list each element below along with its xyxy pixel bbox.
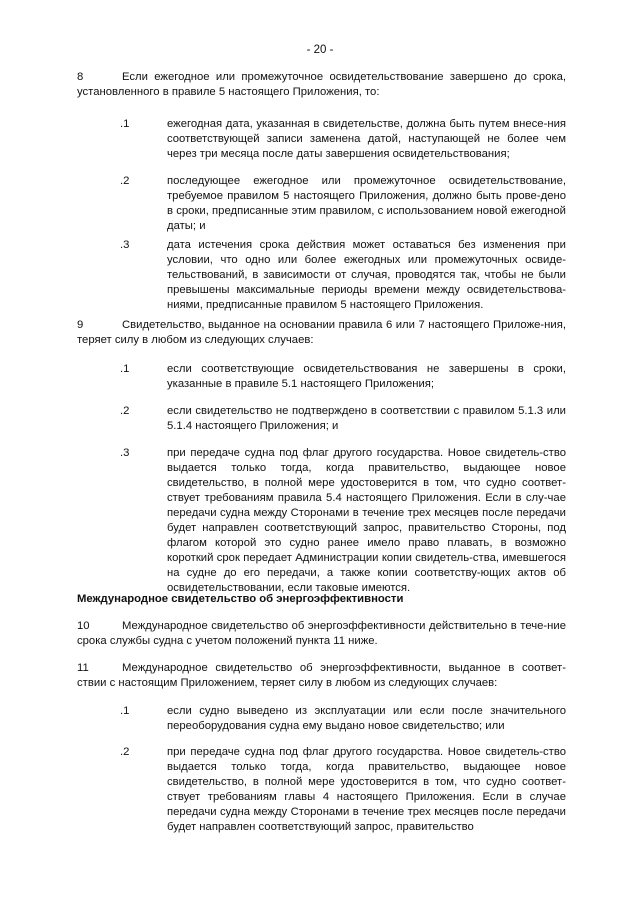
paragraph-number: 8 [77, 71, 84, 83]
paragraph-number: 9 [77, 319, 84, 331]
sub-item-number: .2 [120, 405, 130, 417]
sub-item-text: дата истечения срока действия может оставаться без изменения при условии, что одно или более ежегодных или промежуточных освиде-тельствований, в зависимости от случая, проводятся так, чтобы не были превышены максимальные периоды времени между освидетельствова-ниями, предписанные правилом 5 настоящего Приложения. [167, 239, 566, 311]
paragraph-number: 11 [77, 662, 89, 674]
paragraph-text: Свидетельство, выданное на основании правила 6 или 7 настоящего Приложе-ния, теряет силу в любом из следующих случаев: [77, 319, 566, 346]
paragraph-8 [77, 70, 566, 100]
sub-item-number: .1 [120, 363, 130, 375]
paragraph-text: Международное свидетельство об энергоэффективности действительно в тече-ние срока службы судна с учетом положений пункта 11 ниже. [77, 620, 566, 647]
paragraph-11 [77, 661, 566, 691]
sub-item-number: .2 [120, 746, 130, 758]
sub-item-text: последующее ежегодное или промежуточное освидетельствование, требуемое правилом 5 настоящего Приложения, должно быть прове-дено в сроки, предписанные этим правилом, с использованием новой ежегодной даты; и [167, 175, 566, 232]
sub-item-text: ежегодная дата, указанная в свидетельстве, должна быть путем внесе-ния соответствующей записи заменена датой, наступающей не более чем через три месяца после даты завершения освидетельствования; [167, 118, 566, 160]
sub-item-number: .3 [120, 239, 130, 251]
paragraph-text: Международное свидетельство об энергоэффективности, выданное в соответ-ствии с настоящим Приложением, теряет силу в любом из следующих случаев: [77, 662, 566, 689]
sub-item-number: .2 [120, 175, 130, 187]
paragraph-9 [77, 318, 566, 348]
sub-item-text: если соответствующие освидетельствования не завершены в сроки, указанные в правиле 5.1 настоящего Приложения; [167, 363, 566, 390]
paragraph-10 [77, 619, 566, 649]
paragraph-text: Если ежегодное или промежуточное освидетельствование завершено до срока, установленного в правиле 5 настоящего Приложения, то: [77, 71, 566, 98]
page-number: - 20 - [306, 44, 334, 56]
paragraph-number: 10 [77, 620, 90, 632]
section-heading: Международное свидетельство об энергоэффективности [77, 593, 404, 605]
sub-item-text: если судно выведено из эксплуатации или если после значительного переоборудования судна ему выдано новое свидетельство; или [167, 705, 566, 732]
sub-item-number: .1 [120, 118, 130, 130]
sub-item-text: при передаче судна под флаг другого государства. Новое свидетель-ство выдается только тогда, когда правительство, выдающее новое свидетельство, в полной мере удостоверится в том, что судно соответ-ствует требованиям главы 4 настоящего Приложения. Если в случае передачи судна между Сторонами в течение трех месяцев после передачи будет направлен соответствующий запрос, правительство [167, 746, 566, 833]
sub-item-text: если свидетельство не подтверждено в соответствии с правилом 5.1.3 или 5.1.4 настоящего Приложения; и [167, 405, 566, 432]
sub-item-number: .3 [120, 447, 130, 459]
sub-item-number: .1 [120, 705, 130, 717]
sub-item-text: при передаче судна под флаг другого государства. Новое свидетель-ство выдается только тогда, когда правительство, выдающее новое свидетельство, в полной мере удостоверится в том, что судно соответ-ствует требованиям правила 5.4 настоящего Приложения. Если в слу-чае передачи судна между Сторонами в течение трех месяцев после передачи будет направлен соответствующий запрос, правительство Стороны, под флагом которой это судно ранее имело право плавать, в возможно короткий срок передает Администрации копии свидетель-ства, имевшегося на судне до его передачи, а также копии соответству-ющих актов об освидетельствовании, если таковые имеются. [167, 447, 566, 594]
